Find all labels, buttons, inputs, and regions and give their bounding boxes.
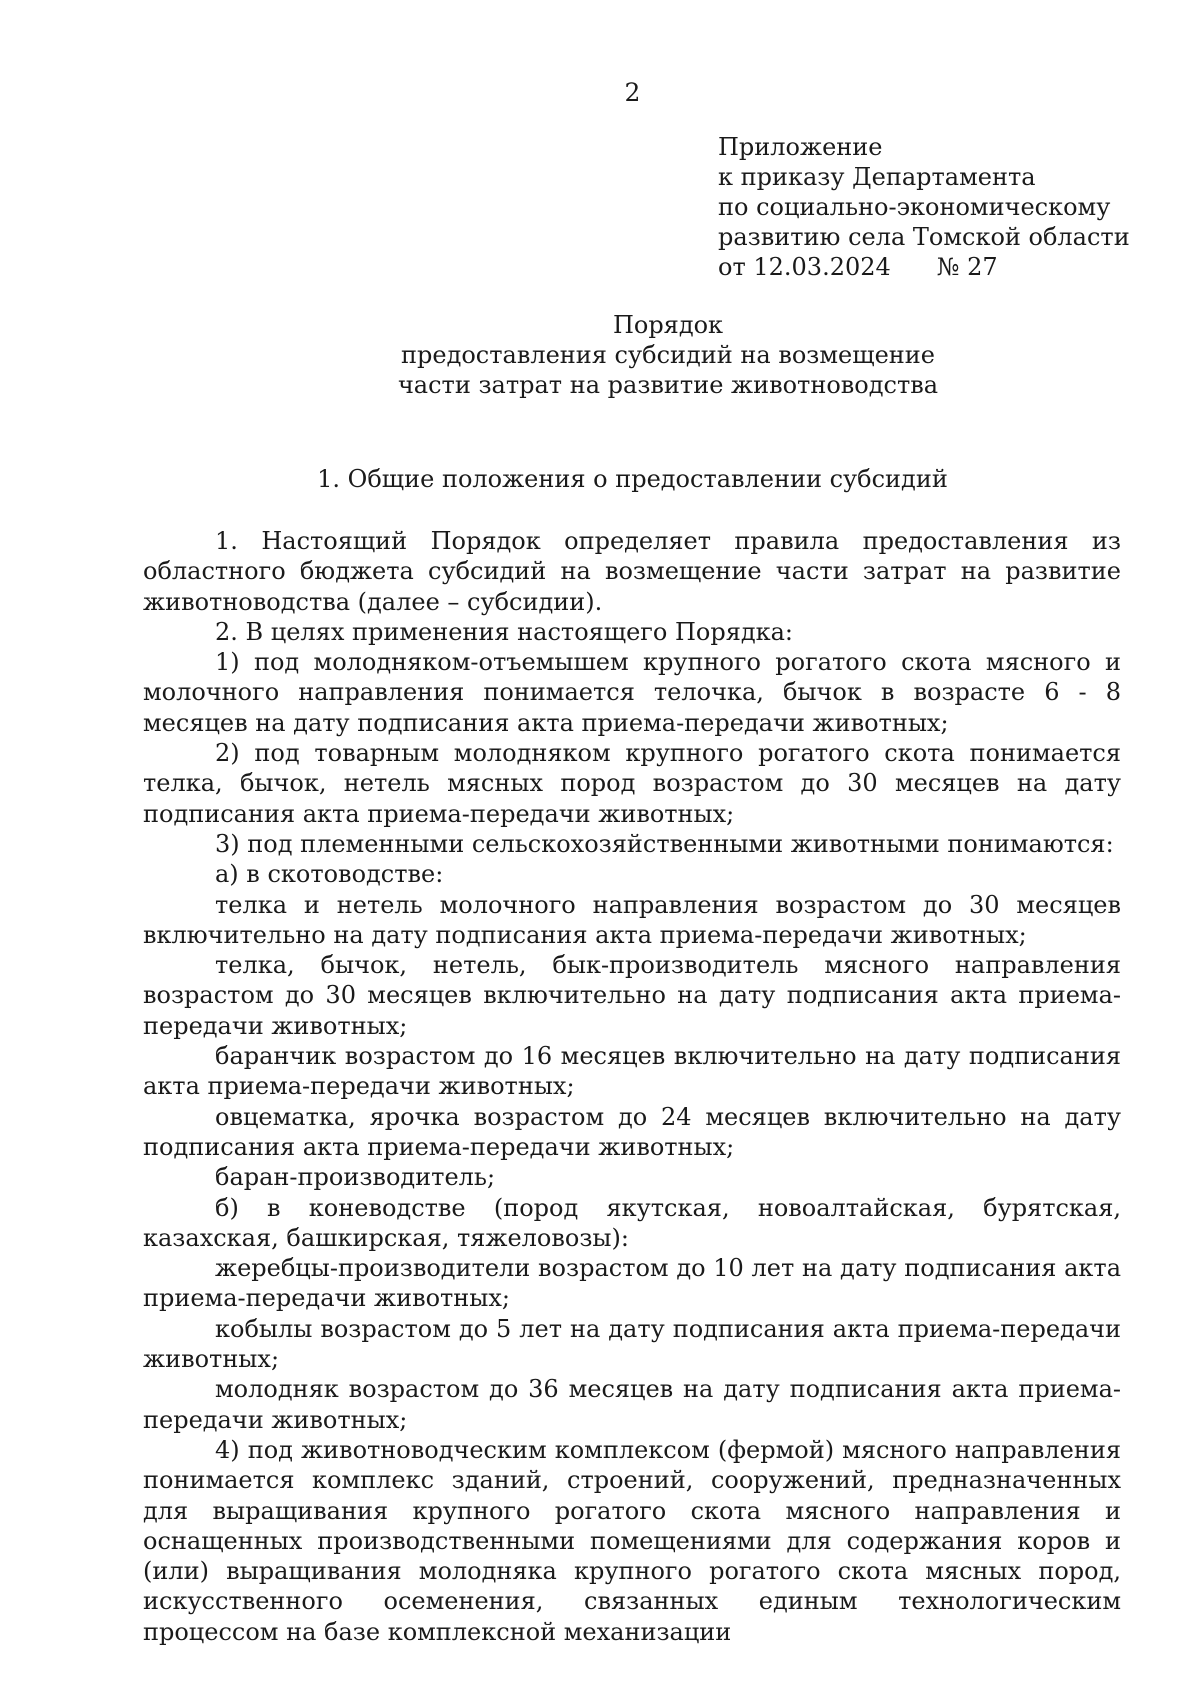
section-heading: 1. Общие положения о предоставлении субсидий — [317, 465, 948, 493]
paragraph: телка и нетель молочного направления возрастом до 30 месяцев включительно на дату подписания акта приема-передачи животных; — [143, 890, 1121, 949]
title-line: предоставления субсидий на возмещение — [401, 341, 935, 369]
appendix-date: от 12.03.2024 — [718, 253, 891, 281]
paragraph: молодняк возрастом до 36 месяцев на дату подписания акта приема-передачи животных; — [143, 1375, 1121, 1434]
appendix-line: развитию села Томской области — [718, 223, 1130, 251]
paragraph: 2. В целях применения настоящего Порядка: — [215, 617, 794, 646]
paragraph: телка, бычок, нетель, бык-производитель мясного направления возрастом до 30 месяцев включительно на дату подписания акта приема-передачи животных; — [143, 951, 1121, 1040]
paragraph: баранчик возрастом до 16 месяцев включительно на дату подписания акта приема-передачи животных; — [143, 1042, 1121, 1101]
page-number: 2 — [624, 78, 641, 107]
paragraph: 1. Настоящий Порядок определяет правила предоставления из областного бюджета субсидий на возмещение части затрат на развитие животноводства (далее – субсидии). — [143, 527, 1121, 616]
paragraph: б) в коневодстве (пород якутская, новоалтайская, бурятская, казахская, башкирская, тяжеловозы): — [143, 1193, 1121, 1252]
paragraph: 1) под молодняком-отъемышем крупного рогатого скота мясного и молочного направления понимается телочка, бычок в возрасте 6 - 8 месяцев на дату подписания акта приема-передачи животных; — [143, 648, 1121, 737]
document-title — [0, 310, 1200, 400]
paragraph: жеребцы-производители возрастом до 10 лет на дату подписания акта приема-передачи животных; — [143, 1254, 1121, 1313]
appendix-line: к приказу Департамента — [718, 163, 1036, 191]
appendix-line: Приложение — [718, 133, 883, 161]
paragraph: баран-производитель; — [215, 1163, 496, 1192]
appendix-block — [718, 132, 1158, 282]
title-line: части затрат на развитие животноводства — [397, 371, 939, 399]
paragraph: 4) под животноводческим комплексом (фермой) мясного направления понимается комплекс зданий, строений, сооружений, предназначенных для выращивания крупного рогатого скота мясного направления и оснащенных производственными помещениями для содержания коров и (или) выращивания молодняка крупного рогатого скота мясных пород, искусственного осеменения, связанных единым технологическим процессом на базе комплексной механизации — [143, 1435, 1121, 1646]
paragraph: овцематка, ярочка возрастом до 24 месяцев включительно на дату подписания акта приема-передачи животных; — [143, 1102, 1121, 1161]
paragraph: а) в скотоводстве: — [215, 860, 444, 889]
appendix-line: по социально-экономическому — [718, 193, 1111, 221]
paragraph: 3) под племенными сельскохозяйственными животными понимаются: — [215, 829, 1114, 858]
appendix-date-line — [718, 252, 1158, 282]
paragraph: 2) под товарным молодняком крупного рогатого скота понимается телка, бычок, нетель мясных пород возрастом до 30 месяцев на дату подписания акта приема-передачи животных; — [143, 739, 1121, 828]
appendix-order-number: № 27 — [936, 253, 998, 281]
document-body — [143, 526, 1121, 1647]
paragraph: кобылы возрастом до 5 лет на дату подписания акта приема-передачи животных; — [143, 1314, 1121, 1374]
title-line: Порядок — [612, 311, 724, 339]
